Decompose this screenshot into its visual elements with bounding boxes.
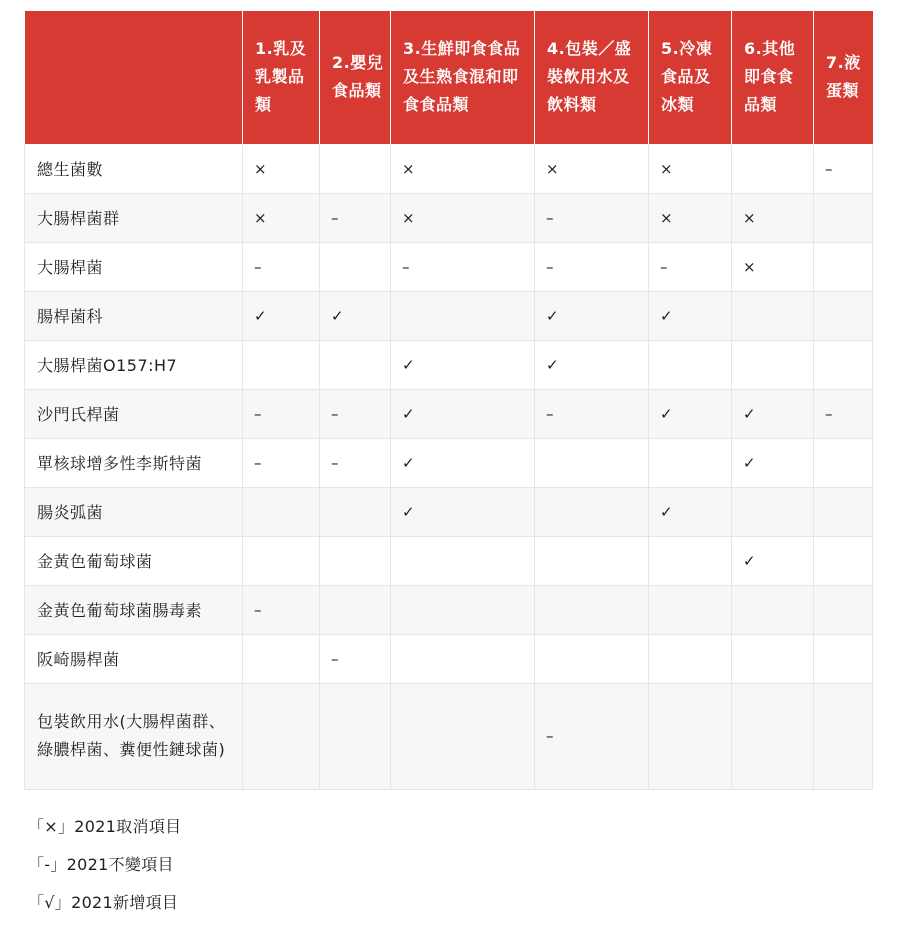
status-cell — [391, 291, 535, 340]
status-cell: × — [391, 144, 535, 193]
status-cell — [649, 438, 732, 487]
status-cell: ✓ — [391, 340, 535, 389]
status-cell — [732, 634, 814, 683]
status-cell — [243, 340, 320, 389]
status-cell — [732, 585, 814, 634]
status-cell — [649, 683, 732, 789]
legend-item-unchanged: 「-」2021不變項目 — [28, 855, 174, 874]
status-cell — [649, 340, 732, 389]
status-cell — [535, 536, 649, 585]
status-cell: – — [814, 389, 873, 438]
status-cell: – — [535, 389, 649, 438]
header-cell-other-ready-to-eat: 6.其他即食食品類 — [732, 11, 814, 144]
status-cell — [535, 634, 649, 683]
legend — [28, 808, 181, 922]
header-cell-dairy: 1.乳及乳製品類 — [243, 11, 320, 144]
status-cell — [814, 634, 873, 683]
status-cell: ✓ — [732, 438, 814, 487]
header-cell-drinking-water-beverages: 4.包裝／盛裝飲用水及飲料類 — [535, 11, 649, 144]
status-cell — [814, 340, 873, 389]
status-cell: × — [243, 144, 320, 193]
status-cell — [320, 585, 391, 634]
header-cell-empty — [25, 11, 243, 144]
row-label: 大腸桿菌O157:H7 — [25, 340, 243, 389]
status-cell — [814, 242, 873, 291]
status-cell — [391, 683, 535, 789]
status-cell: – — [243, 242, 320, 291]
status-cell — [814, 438, 873, 487]
microbe-standards-table — [24, 11, 873, 790]
status-cell: ✓ — [649, 389, 732, 438]
status-cell — [535, 487, 649, 536]
status-cell: ✓ — [391, 487, 535, 536]
status-cell: ✓ — [732, 536, 814, 585]
status-cell — [814, 683, 873, 789]
status-cell: ✓ — [535, 291, 649, 340]
status-cell — [732, 291, 814, 340]
status-cell: – — [243, 585, 320, 634]
status-cell — [391, 634, 535, 683]
status-cell — [391, 585, 535, 634]
status-cell — [649, 536, 732, 585]
status-cell — [649, 634, 732, 683]
header-cell-liquid-egg: 7.液蛋類 — [814, 11, 873, 144]
row-label: 腸炎弧菌 — [25, 487, 243, 536]
status-cell: ✓ — [243, 291, 320, 340]
status-cell: – — [320, 438, 391, 487]
table-row — [25, 683, 873, 789]
status-cell — [535, 585, 649, 634]
status-cell: – — [320, 193, 391, 242]
status-cell — [814, 536, 873, 585]
legend-item-removed: 「×」2021取消項目 — [28, 817, 182, 836]
row-label: 總生菌數 — [25, 144, 243, 193]
table-header-row — [25, 11, 873, 144]
status-cell: × — [732, 242, 814, 291]
status-cell — [814, 487, 873, 536]
status-cell — [732, 340, 814, 389]
status-cell: – — [814, 144, 873, 193]
status-cell — [535, 438, 649, 487]
regulation-table-container — [24, 11, 872, 790]
row-label: 阪崎腸桿菌 — [25, 634, 243, 683]
table-row — [25, 291, 873, 340]
row-label: 大腸桿菌群 — [25, 193, 243, 242]
status-cell — [732, 144, 814, 193]
status-cell: – — [535, 242, 649, 291]
status-cell — [814, 291, 873, 340]
status-cell: × — [243, 193, 320, 242]
status-cell: ✓ — [732, 389, 814, 438]
table-row — [25, 340, 873, 389]
table-row — [25, 487, 873, 536]
status-cell — [814, 193, 873, 242]
status-cell — [649, 585, 732, 634]
status-cell — [320, 340, 391, 389]
table-row — [25, 144, 873, 193]
row-label: 金黃色葡萄球菌腸毒素 — [25, 585, 243, 634]
status-cell — [391, 536, 535, 585]
status-cell: ✓ — [535, 340, 649, 389]
status-cell: × — [535, 144, 649, 193]
row-label: 沙門氏桿菌 — [25, 389, 243, 438]
status-cell: – — [535, 683, 649, 789]
table-row — [25, 438, 873, 487]
status-cell — [320, 683, 391, 789]
status-cell: – — [535, 193, 649, 242]
row-label: 大腸桿菌 — [25, 242, 243, 291]
status-cell — [320, 536, 391, 585]
table-row — [25, 536, 873, 585]
status-cell — [320, 242, 391, 291]
header-cell-fresh-ready-to-eat: 3.生鮮即食食品及生熟食混和即食食品類 — [391, 11, 535, 144]
status-cell — [814, 585, 873, 634]
legend-item-added: 「√」2021新增項目 — [28, 893, 179, 912]
status-cell: ✓ — [391, 389, 535, 438]
status-cell: × — [732, 193, 814, 242]
row-label: 腸桿菌科 — [25, 291, 243, 340]
table-row — [25, 389, 873, 438]
status-cell — [320, 487, 391, 536]
status-cell — [243, 487, 320, 536]
table-row — [25, 634, 873, 683]
table-row — [25, 242, 873, 291]
row-label: 金黃色葡萄球菌 — [25, 536, 243, 585]
status-cell: ✓ — [649, 487, 732, 536]
status-cell: – — [243, 438, 320, 487]
status-cell: – — [391, 242, 535, 291]
status-cell: – — [320, 634, 391, 683]
header-cell-frozen-food-ice: 5.冷凍食品及冰類 — [649, 11, 732, 144]
status-cell: – — [320, 389, 391, 438]
status-cell: – — [243, 389, 320, 438]
status-cell: × — [391, 193, 535, 242]
status-cell — [243, 634, 320, 683]
status-cell — [243, 683, 320, 789]
status-cell: ✓ — [320, 291, 391, 340]
status-cell: ✓ — [391, 438, 535, 487]
status-cell: × — [649, 193, 732, 242]
status-cell — [320, 144, 391, 193]
status-cell — [732, 683, 814, 789]
status-cell: – — [649, 242, 732, 291]
table-row — [25, 193, 873, 242]
status-cell: ✓ — [649, 291, 732, 340]
status-cell — [243, 536, 320, 585]
table-row — [25, 585, 873, 634]
row-label: 單核球增多性李斯特菌 — [25, 438, 243, 487]
status-cell — [732, 487, 814, 536]
header-cell-infant-food: 2.嬰兒食品類 — [320, 11, 391, 144]
row-label: 包裝飲用水(大腸桿菌群、綠膿桿菌、糞便性鏈球菌) — [25, 683, 243, 789]
status-cell: × — [649, 144, 732, 193]
